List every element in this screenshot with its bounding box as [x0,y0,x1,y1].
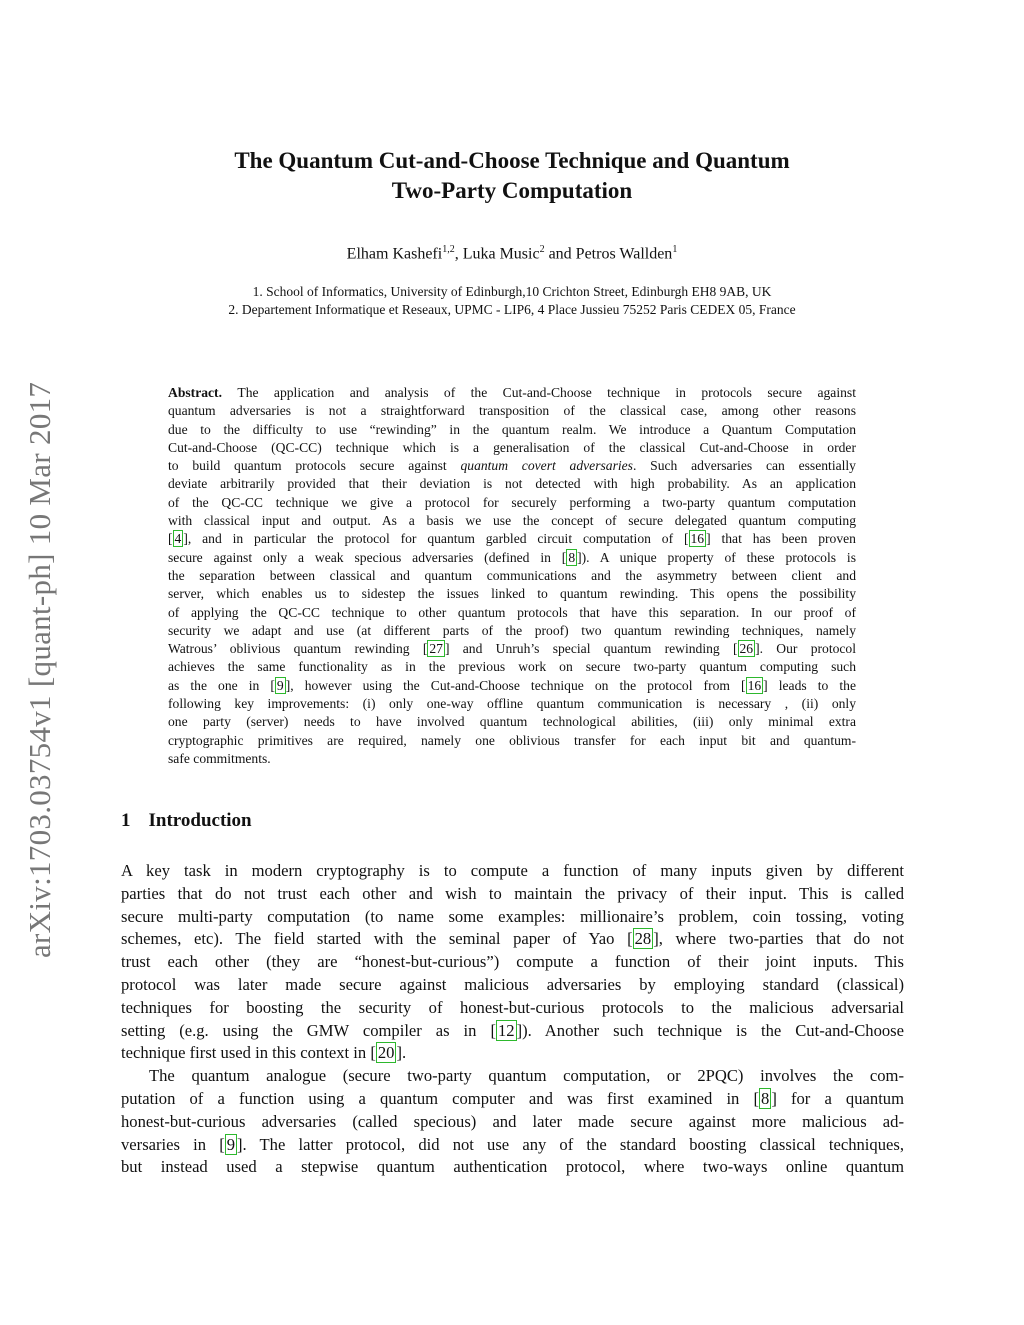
introduction-body [121,860,904,1179]
citation-link[interactable]: 8 [568,549,576,565]
citation-link[interactable]: 12 [497,1020,515,1040]
text-line: of the QC-CC technique we give a protocol for securely performing a two-party quantum computation [168,494,856,510]
text-line: as the one in [ 9 ], however using the Cut-and-Choose technique on the protocol from [ 16 ] leads to the [168,677,856,693]
text-line: setting (e.g. using the GMW compiler as in [ 12 ]). Another such technique is the Cut-and-Choose [121,1020,904,1040]
text-line: with classical input and output. As a basis we use the concept of secure delegated quantum computing [168,513,856,529]
citation-link[interactable]: 16 [747,677,762,693]
text-line: techniques for boosting the security of honest-but-curious protocols to the malicious adversarial [121,997,904,1017]
authors [0,244,1024,263]
text-line: honest-but-curious adversaries (called specious) and later made secure against more malicious ad- [121,1111,904,1131]
title-line-2: Two-Party Computation [391,178,633,203]
text-line: but instead used a stepwise quantum authentication protocol, where two-ways online quantum [121,1157,904,1177]
citation-link[interactable]: 9 [276,677,284,693]
text-line: deviate arbitrarily provided that their deviation is not detected with high probability. As an application [168,476,856,492]
affiliation-mark: 2 [539,244,545,255]
text-line: [ 4 ], and in particular the protocol for quantum garbled circuit computation of [ 16 ] that has been proven [168,531,856,547]
paper-title [0,146,1024,206]
citation-link[interactable]: 9 [226,1134,236,1154]
text-line: server, which enables us to sidestep the issues linked to quantum rewinding. This opens the possibility [168,586,856,602]
citation-link[interactable]: 16 [690,531,705,547]
arxiv-identifier: arXiv:1703.03754v1 [quant-ph] 10 Mar 2017 [22,381,57,958]
text-line: putation of a function using a quantum computer and was first examined in [ 8 ] for a quantum [121,1088,905,1108]
text-line: safe commitments. [168,750,271,766]
text-line: security we adapt and use (at different parts of the proof) two quantum rewinding techniques, namely [168,622,856,638]
text-line: the separation between classical and quantum communications and the asymmetry between client and [168,567,856,583]
text-line: achieves the same functionality as in the previous work on secure two-party quantum computing such [168,659,856,675]
affiliations [0,283,1024,319]
affiliation-1: 1. School of Informatics, University of Edinburgh,10 Crichton Street, Edinburgh EH8 9AB, UK [252,284,772,299]
emphasis: quantum covert adversaries [460,458,633,474]
text-line: to build quantum protocols secure against quantum covert adversaries. Such adversaries can essentially [168,458,856,474]
abstract-label: Abstract. [168,385,238,400]
author-music: , Luka Music [454,245,540,263]
affiliation-mark: 1,2 [442,244,455,255]
text-line: Watrous’ oblivious quantum rewinding [ 27 ] and Unruh’s special quantum rewinding [ 26 ]. Our protocol [168,641,856,657]
abstract [168,384,856,768]
citation-link[interactable]: 28 [634,929,652,949]
citation-link[interactable]: 4 [174,531,182,547]
text-line: trust each other (they are “honest-but-curious”) compute a function of their joint inputs. This [121,952,904,972]
citation-link[interactable]: 8 [761,1088,770,1108]
citation-link[interactable]: 20 [377,1043,395,1063]
title-line-1: The Quantum Cut-and-Choose Technique and Quantum [234,148,790,173]
text-line: parties that do not trust each other and wish to maintain the privacy of their input. This is called [121,883,904,903]
author-kashefi: Elham Kashefi [346,245,443,263]
affiliation-mark: 1 [672,244,678,255]
text-line: protocol was later made secure against malicious adversaries by employing standard (classical) [121,974,904,994]
text-line: following key improvements: (i) only one-way offline quantum communication is necessary , (ii) only [168,696,856,712]
text-line: one party (server) needs to have involved quantum technological abilities, (iii) only minimal extra [168,714,856,730]
author-wallden: and Petros Wallden [544,245,673,263]
section-number: 1 [121,810,131,831]
text-line: Abstract. The application and analysis of the Cut-and-Choose technique in protocols secure against [168,385,856,400]
text-line: due to the difficulty to use “rewinding” in the quantum realm. We introduce a Quantum Computation [168,421,856,437]
affiliation-2: 2. Departement Informatique et Reseaux, UPMC - LIP6, 4 Place Jussieu 75252 Paris CEDEX 05, France [228,302,796,317]
text-line: technique first used in this context in [ 20 ]. [121,1043,407,1063]
citation-link[interactable]: 26 [739,641,754,657]
section-title: Introduction [148,810,252,831]
text-line: versaries in [ 9 ]. The latter protocol, did not use any of the standard boosting classical techniques, [121,1134,904,1154]
text-line: The quantum analogue (secure two-party quantum computation, or 2PQC) involves the com- [149,1066,904,1086]
section-heading [121,810,252,832]
text-line: secure against only a weak specious adversaries (defined in [ 8 ]). A unique property of these protocols is [168,549,856,565]
text-line: of applying the QC-CC technique to other quantum protocols that have this separation. In our proof of [168,604,856,620]
text-line: quantum adversaries is not a straightforward transposition of the classical case, among other reasons [168,403,856,419]
text-line: cryptographic primitives are required, namely one oblivious transfer for each input bit and quantum- [168,732,856,748]
text-line: schemes, etc). The field started with the seminal paper of Yao [ 28 ], where two-parties that do not [121,929,904,949]
text-line: A key task in modern cryptography is to compute a function of many inputs given by different [121,861,904,880]
text-line: secure multi-party computation (to name some examples: millionaire’s problem, coin tossing, voting [121,906,904,926]
text-line: Cut-and-Choose (QC-CC) technique which is a generalisation of the classical Cut-and-Choose in order [168,439,856,455]
citation-link[interactable]: 27 [429,641,443,657]
